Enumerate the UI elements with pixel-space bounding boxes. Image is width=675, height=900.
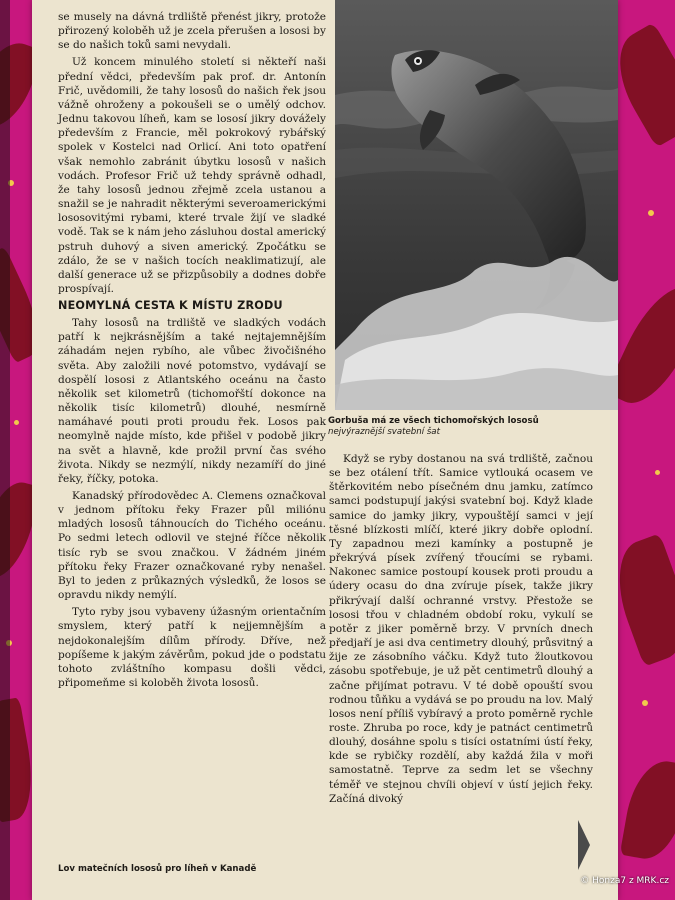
paragraph: Tyto ryby jsou vybaveny úžasným orientačním smyslem, který patří k nejjemnějším a nejdokonalejším dílům přírody. Dříve, než popíšeme k jakým závěrům, pokud jde o podstatu tohoto zvláštního kompasu došli vědci, připomeňme si koloběh života lososů.: [58, 606, 326, 690]
caption-right-line: nejvýraznější svatební šat: [328, 427, 440, 437]
caption-right: [328, 416, 598, 438]
section-heading: NEOMYLNÁ CESTA K MÍSTU ZRODU: [58, 299, 283, 313]
paragraph: se musely na dávná trdliště přenést jikry, protože přirozený koloběh už je zcela přerušen a lososi by se do našich toků sami nevydali.: [58, 11, 326, 52]
paragraph: Už koncem minulého století si někteří naši přední vědci, především pak prof. dr. Antonín Frič, uvědomili, že tahy lososů do našich řek jsou vážně ohroženy a pokoušeli se o umělý odchov. Jednu takovou líheň, kam se lososí jikry dovážely především z Francie, měl pokrokový rybářský spolek v Kostelci nad Orlicí. Ani toto opatření však nemohlo zabránit úbytku lososů v našich vodách. Profesor Frič už tehdy správně odhadl, že tahy lososů jednou zřejmě zcela ustanou a snažil se je nahradit některými severoamerickými lososovitými rybami, které trvale žijí ve sladké vodě. Tak se k nám jeho zásluhou dostal americký pstruh duhový a siven americký. Zpočátku se zdálo, že se v našich tocích neaklimatizují, ale další generace už se přizpůsobily a dodnes dobře prospívají.: [58, 56, 326, 295]
paragraph: Tahy lososů na trdliště ve sladkých vodách patří k nejkrásnějším a také nejtajemnějším záhadám nejen rybího, ale vůbec živočišného světa. Aby založili nové potomstvo, vydávají se dospělí lososi z Atlantského oceánu na často několik set kilometrů (tichomořští dokonce na několik tisíc kilometrů) dlouhé, nesmírně namáhavé pouti proti proudu řek. Losos pak neomylně najde místo, kde přišel v podobě jikry na svět a hlavně, kde prožil první čas svého života. Nikdy se nezmýlí, nikdy nezamíří do jiné řeky, říčky, potoka.: [58, 317, 326, 485]
caption-right-line: Gorbuša má ze všech tichomořských lososů: [328, 416, 539, 426]
leaping-salmon-illustration: [335, 0, 618, 410]
caption-left: Lov matečních lososů pro líheň v Kanadě: [58, 864, 257, 874]
magazine-page: [32, 0, 618, 900]
left-column: [58, 10, 326, 880]
paragraph: Když se ryby dostanou na svá trdliště, začnou se bez otálení třít. Samice vytlouká ocasem ve štěrkovitém nebo písečném dnu jamku, zatímco samci podstupují jakýsi svatební boj. Když klade samice do jamky jikry, vypouštějí samci v její těsné blízkosti mlíčí, které jikry dobře oplodní. Ty zapadnou mezi kamínky a postupně je překrývá písek zvířený třoucími se rybami. Nakonec samice postoupí kousek proti proudu a údery ocasu do dna zvíruje písek, takže jikry přikrývají další ochranné vrstvy. Přestože se lososi třou v chladném období roku, vykulí se potěr z jiker poměrně brzy. V prvních dnech předjaří je asi dva centimetry dlouhý, průsvitný a žije ze zásobního váčku. Když tuto žloutkovou zásobu spotřebuje, je už pět centimetrů dlouhý a začne přijímat potravu. V té době opouští svou rodnou tůňku a vydává se po proudu na lov. Malý losos není příliš vybíravý a proto poměrně rychle roste. Zhruba po roce, kdy je patnáct centimetrů dlouhý, dosáhne spolu s tisíci ostatními ústí řeky, kde se rybičky rozdělí, aby každá žila v moři samostatně. Teprve za sedm let se všechny téměř ve stejnou chvíli objeví v ústí jejich řeky. Začíná divoký: [329, 453, 593, 805]
salmon-photo: [335, 0, 618, 410]
watermark-credit: © Honza7 z MRK.cz: [580, 876, 669, 886]
page-fold-shadow: [578, 820, 590, 870]
right-column: [329, 452, 593, 892]
paragraph: Kanadský přírodovědec A. Clemens označkoval v jednom přítoku řeky Frazer půl miliónu mladých lososů táhnoucích do Tichého oceánu. Po sedmi letech odlovil ve stejné říčce několik tisíc ryb se svou značkou. V žádném jiném přítoku řeky Frazer označkované ryby nenašel. Byl to jeden z průkazných výsledků, že losos se opravdu nikdy nemýlí.: [58, 490, 326, 602]
